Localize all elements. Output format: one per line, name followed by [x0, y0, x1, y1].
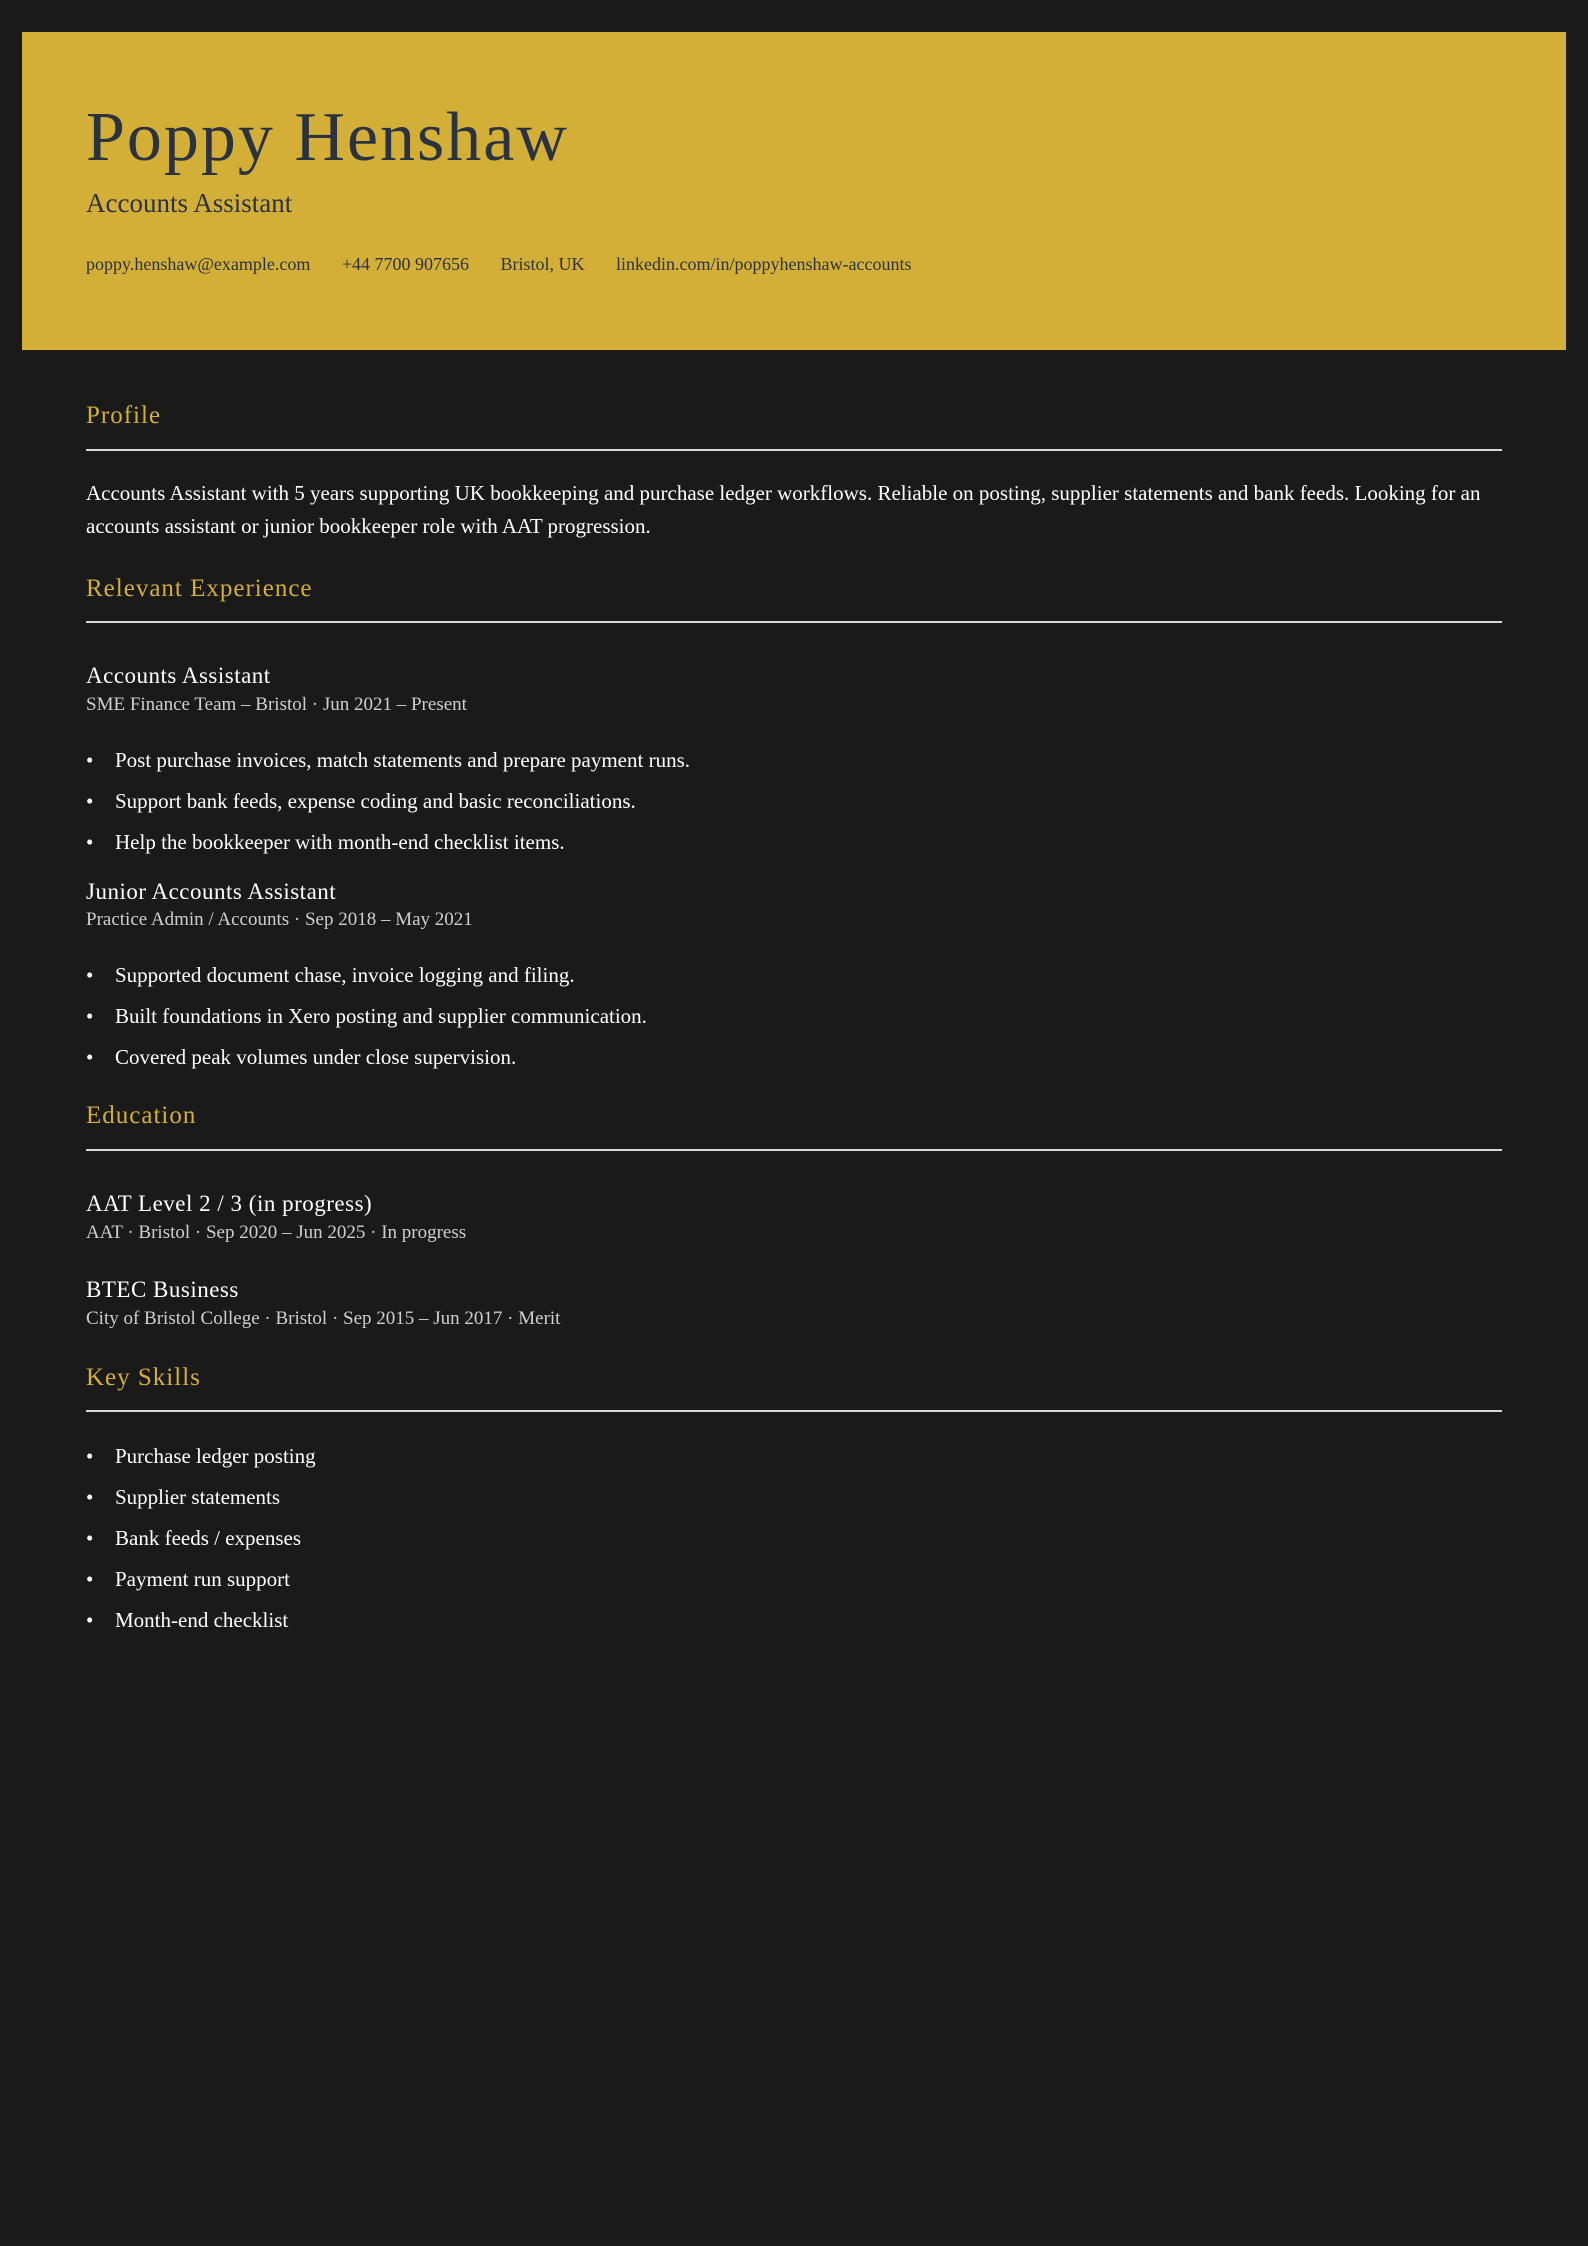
job-bullets: [86, 740, 1502, 863]
education-meta: AAT · Bristol · Sep 2020 – Jun 2025 · In progress: [86, 1221, 467, 1243]
list-item: • Post purchase invoices, match statements and prepare payment runs.: [86, 740, 1502, 781]
list-item: • Support bank feeds, expense coding and basic reconciliations.: [86, 781, 1502, 822]
job-meta: Practice Admin / Accounts · Sep 2018 – May 2021: [86, 909, 473, 931]
profile-section: [86, 400, 1502, 543]
list-item: • Supported document chase, invoice logging and filing.: [86, 955, 1502, 996]
education-meta: City of Bristol College · Bristol · Sep 2015 – Jun 2017 · Merit: [86, 1308, 561, 1330]
job-entry: [86, 661, 1502, 863]
list-item: • Help the bookkeeper with month-end checklist items.: [86, 822, 1502, 863]
education-entry: [86, 1275, 1502, 1332]
job-title: Junior Accounts Assistant: [86, 878, 337, 904]
list-item: • Built foundations in Xero posting and supplier communication.: [86, 996, 1502, 1037]
resume-body: [86, 400, 1502, 1641]
section-divider: [86, 449, 1502, 451]
skills-list: [86, 1436, 1502, 1641]
skills-section: [86, 1362, 1502, 1642]
experience-section: [86, 573, 1502, 1079]
contact-line: [86, 252, 938, 277]
contact-location: Bristol, UK: [500, 254, 585, 274]
section-title-skills: Key Skills: [86, 1363, 201, 1391]
candidate-role: Accounts Assistant: [86, 188, 293, 218]
job-meta: SME Finance Team – Bristol · Jun 2021 – Present: [86, 693, 467, 715]
list-item: • Supplier statements: [86, 1477, 1502, 1518]
section-title-education: Education: [86, 1102, 197, 1130]
list-item: • Bank feeds / expenses: [86, 1518, 1502, 1559]
list-item: • Month-end checklist: [86, 1600, 1502, 1641]
profile-text: Accounts Assistant with 5 years supporting UK bookkeeping and purchase ledger workflows. Reliable on posting, supplier statements and bank feeds. Looking for an accounts assistant or junior bookkeeper role with AAT progression.: [86, 480, 1481, 538]
list-item: • Purchase ledger posting: [86, 1436, 1502, 1477]
section-title-experience: Relevant Experience: [86, 574, 313, 602]
contact-email: poppy.henshaw@example.com: [86, 254, 311, 274]
education-title: BTEC Business: [86, 1277, 239, 1303]
contact-phone: +44 7700 907656: [341, 254, 470, 274]
job-title: Accounts Assistant: [86, 663, 271, 688]
section-divider: [86, 1149, 1502, 1151]
list-item: • Payment run support: [86, 1559, 1502, 1600]
education-title: AAT Level 2 / 3 (in progress): [86, 1190, 373, 1216]
education-section: [86, 1100, 1502, 1332]
section-divider: [86, 1410, 1502, 1412]
list-item: • Covered peak volumes under close supervision.: [86, 1037, 1502, 1078]
job-entry: [86, 877, 1502, 1079]
section-divider: [86, 621, 1502, 623]
contact-linkedin: linkedin.com/in/poppyhenshaw-accounts: [616, 254, 912, 274]
section-title-profile: Profile: [86, 402, 162, 429]
education-entry: [86, 1189, 1502, 1246]
job-bullets: [86, 955, 1502, 1078]
candidate-name: Poppy Henshaw: [86, 99, 569, 176]
resume-header: [22, 32, 1566, 350]
